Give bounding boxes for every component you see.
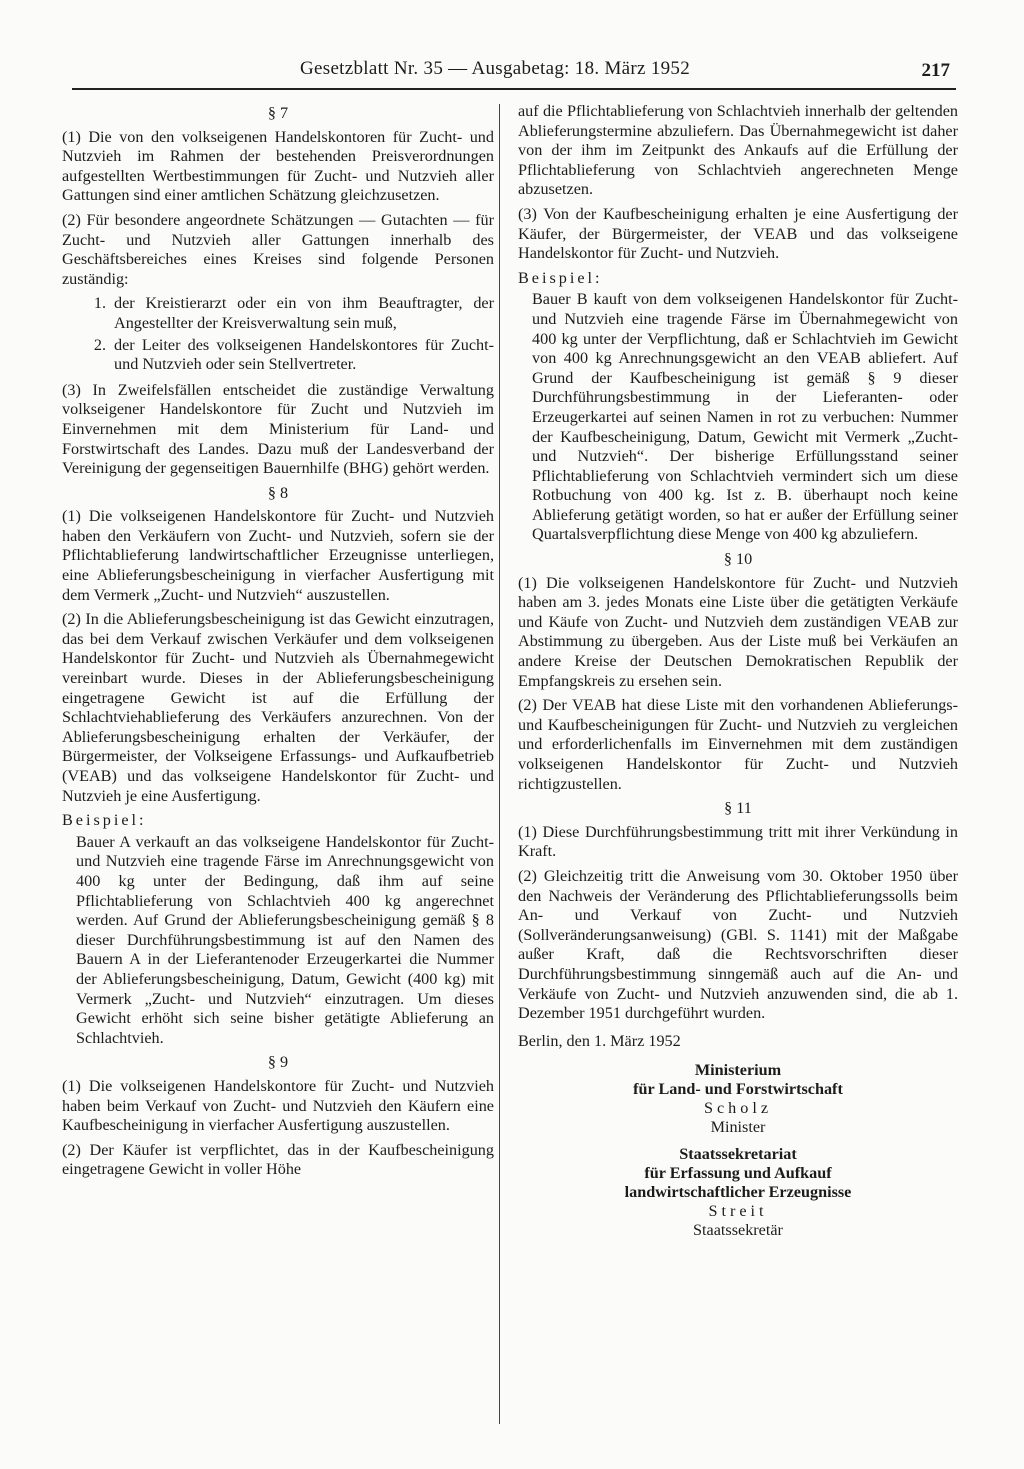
s9-paragraph-2: (2) Der Käufer ist verpflichtet, das in der Kaufbescheinigung eingetragene Gewicht in voller Höhe [62, 1140, 494, 1179]
s8-paragraph-2: (2) In die Ablieferungsbescheinigung ist das Gewicht einzutragen, das bei dem Verkauf zwischen Verkäufer und dem volkseigenen Handelskontor für Zucht- und Nutzvieh als Übernahmegewicht vereinbart wurde. Dieses in der Ablieferungsbescheinigung eingetragene Gewicht ist auf die Erfüllung der Schlachtviehablieferung des Verkäufers anzurechnen. Von der Ablieferungsbescheinigung erhalten der Verkäufer, der Bürgermeister, der Volkseigene Erfassungs- und Aufkaufbetrieb (VEAB) und das volkseigene Handelskontor für Zucht- und Nutzvieh je eine Ausfertigung. [62, 610, 494, 805]
list-text: der Kreistierarzt oder ein von ihm Beauftragter, der Angestellter der Kreisverwaltung sein muß, [114, 294, 494, 332]
page-header [72, 58, 958, 86]
signature-state-secretariat [518, 1145, 958, 1240]
s11-paragraph-1: (1) Diese Durchführungsbestimmung tritt mit ihrer Verkündung in Kraft. [518, 822, 958, 861]
s10-paragraph-2: (2) Der VEAB hat diese Liste mit den vorhandenen Ablieferungs- und Kaufbescheinigungen für Zucht- und Nutzvieh zu vergleichen und erforderlichenfalls im Einvernehmen mit dem zuständigen volkseigenen Handelskontor für Zucht- und Nutzvieh richtigzustellen. [518, 696, 958, 793]
s8-example: Bauer A verkauft an das volkseigene Handelskontor für Zucht- und Nutzvieh eine tragende Färse im Anrechnungsgewicht von 400 kg unter der Bedingung, daß ihm auf seine Pflichtablieferung von Schlachtvieh 400 kg angerechnet werden. Auf Grund der Ablieferungsbescheinigung gemäß § 8 dieser Durchführungsbestimmung ist auf den Namen des Bauern A in der Lieferantenoder Erzeugerkartei die Nummer der Ablieferungsbescheinigung, Datum, Gewicht (400 kg) mit Vermerk „Zucht- und Nutzvieh“ einzutragen. Um dieses Gewicht erhöht sich seine bisher getätigte Ablieferung an Schlachtvieh. [76, 832, 494, 1047]
left-column [62, 102, 494, 1185]
s7-paragraph-1: (1) Die von den volkseigenen Handelskontoren für Zucht- und Nutzvieh im Rahmen der bestehenden Preisverordnungen aufgestellten Wertbestimmungen für Zucht- und Nutzvieh aller Gattungen sind einer amtlichen Schätzung gleichzusetzen. [62, 127, 494, 205]
s8-paragraph-1: (1) Die volkseigenen Handelskontore für Zucht- und Nutzvieh haben den Verkäufern von Zucht- und Nutzvieh, sofern sie der Pflichtablieferung landwirtschaftlicher Erzeugnisse unterliegen, eine Ablieferungsbescheinigung in vierfacher Ausfertigung mit dem Vermerk „Zucht- und Nutzvieh“ auszustellen. [62, 507, 494, 604]
section-11-heading: § 11 [724, 799, 752, 818]
signatory-role: Minister [710, 1118, 766, 1137]
s11-paragraph-2: (2) Gleichzeitig tritt die Anweisung vom 30. Oktober 1950 über den Nachweis der Veränderung des Pflichtablieferungssolls beim An- und Verkauf von Zucht- und Nutzvieh (Sollveränderungsanweisung) (GBl. S. 1141) mit der Maßgabe außer Kraft, daß die Rechtsvorschriften dieser Durchführungsbestimmung sinngemäß auch auf die An- und Verkäufe von Zucht- und Nutzvieh anzuwenden sind, die ab 1. Dezember 1951 durchgeführt wurden. [518, 866, 958, 1023]
section-8-heading: § 8 [267, 483, 289, 502]
s9-example: Bauer B kauft von dem volkseigenen Handelskontor für Zucht- und Nutzvieh eine tragende Färse im Übernahmegewicht von 400 kg unter der Verpflichtung, daß er Schlachtvieh im Gewicht von 400 kg Anrechnungsgewicht an den VEAB abliefert. Auf Grund der Kaufbescheinigung ist gemäß § 9 dieser Durchführungsbestimmung in der Lieferanten- oder Erzeugerkartei auf seinen Namen in rot zu verbuchen: Nummer der Kaufbescheinigung, Datum, Gewicht mit Vermerk „Zucht- und Nutzvieh“. Der bisherige Erfüllungsstand seiner Pflichtablieferung von Schlachtvieh vermindert sich um diese Rotbuchung von 400 kg. Ist z. B. überhaupt noch keine Ablieferung getätigt worden, so hat er außer der Erfüllung seiner Quartalsverpflichtung diese Menge von 400 kg abzuliefern. [532, 290, 958, 544]
right-column [518, 102, 958, 1248]
gazette-title: Gesetzblatt Nr. 35 — Ausgabetag: 18. März 1952 [300, 58, 691, 79]
beispiel-label: Beispiel: [62, 811, 147, 830]
signature-ministry [518, 1061, 958, 1137]
beispiel-label: Beispiel: [518, 268, 603, 287]
signatory-name: Scholz [703, 1099, 773, 1118]
s7-paragraph-2: (2) Für besondere angeordnete Schätzungen — Gutachten — für Zucht- und Nutzvieh aller Gattungen innerhalb des Geschäftsbereiches eines Kreises sind folgende Personen zuständig: [62, 210, 494, 288]
section-10-heading: § 10 [723, 550, 753, 569]
place-date: Berlin, den 1. März 1952 [518, 1031, 681, 1050]
s10-paragraph-1: (1) Die volkseigenen Handelskontore für Zucht- und Nutzvieh haben am 3. jedes Monats eine Liste über die getätigten Verkäufe und Käufe von Zucht- und Nutzvieh dem zuständigen VEAB zur Abstimmung zu übergeben. Aus der Liste muß bei Verkäufen an andere Kreise der Deutschen Demokratischen Republik der Empfangskreis zu ersehen sein. [518, 573, 958, 690]
column-divider [499, 104, 500, 1424]
section-7-heading: § 7 [267, 104, 289, 122]
header-rule [72, 88, 956, 90]
signatory-role: Staatssekretär [693, 1221, 783, 1240]
org-line: Staatssekretariat [679, 1145, 797, 1164]
list-number: 2. [93, 335, 106, 354]
page-number: 217 [921, 60, 950, 81]
org-line: Ministerium [694, 1061, 782, 1080]
s7-list-item-1 [62, 294, 494, 333]
org-line: landwirtschaftlicher Erzeugnisse [624, 1183, 852, 1202]
s9-paragraph-1: (1) Die volkseigenen Handelskontore für Zucht- und Nutzvieh haben beim Verkauf von Zucht- und Nutzvieh den Käufern eine Kaufbescheinigung in vierfacher Ausfertigung auszustellen. [62, 1076, 494, 1135]
section-9-heading: § 9 [267, 1053, 289, 1072]
s9-continuation: auf die Pflichtablieferung von Schlachtvieh innerhalb der geltenden Ablieferungstermine abzuliefern. Das Übernahmegewicht ist daher von der ihm im Zeitpunkt des Ankaufs auf die Erfüllung der Pflichtablieferung von Schlachtvieh angerechneten Menge abzusetzen. [518, 102, 958, 199]
list-text: der Leiter des volkseigenen Handelskontores für Zucht- und Nutzvieh oder sein Stellvertreter. [114, 335, 494, 374]
s7-list-item-2 [62, 336, 494, 375]
signature-block [518, 1061, 958, 1240]
org-line: für Erfassung und Aufkauf [644, 1164, 832, 1183]
signatory-name: Streit [708, 1202, 768, 1221]
s9-paragraph-3: (3) Von der Kaufbescheinigung erhalten je eine Ausfertigung der Käufer, der Bürgermeister, der VEAB und das volkseigene Handelskontor für Zucht- und Nutzvieh. [518, 204, 958, 263]
s7-paragraph-3: (3) In Zweifelsfällen entscheidet die zuständige Verwaltung volkseigener Handelskontore für Zucht und Nutzvieh im Einvernehmen mit dem Ministerium für Land- und Forstwirtschaft des Landes. Dazu muß der Landesverband der Vereinigung der gegenseitigen Bauernhilfe (BHG) gehört werden. [62, 380, 494, 478]
list-number: 1. [93, 294, 106, 313]
org-line: für Land- und Forstwirtschaft [633, 1080, 843, 1099]
